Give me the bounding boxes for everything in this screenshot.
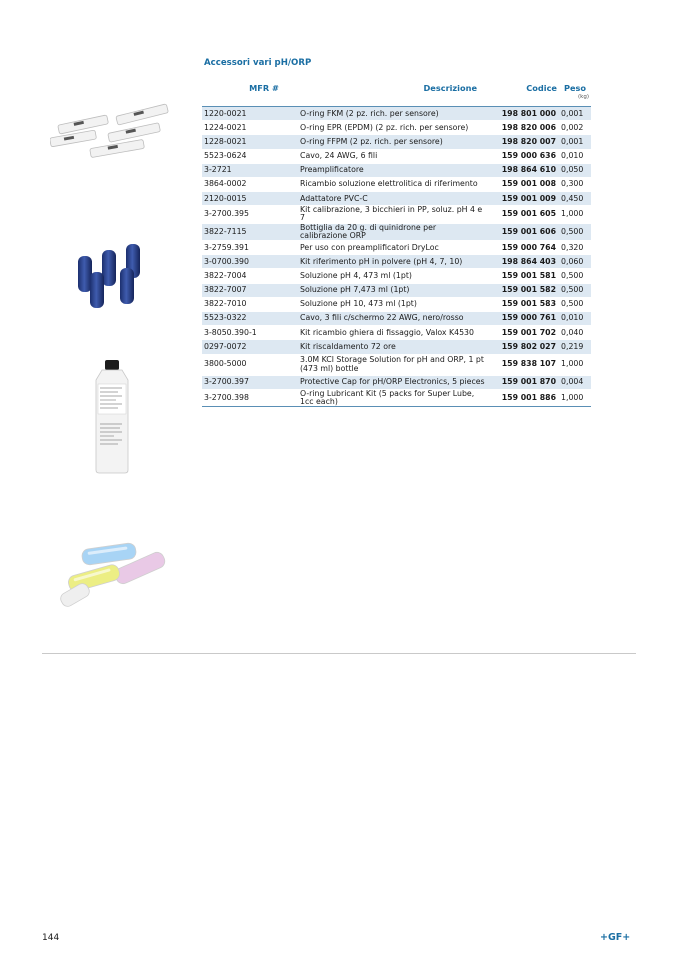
cell-weight: 1,000	[559, 206, 591, 223]
table-row	[202, 223, 591, 240]
table-row	[202, 326, 591, 340]
table-row	[202, 135, 591, 149]
cell-weight: 0,320	[559, 241, 591, 255]
cell-mfr: 1228-0021	[202, 135, 298, 149]
page-divider	[42, 653, 636, 654]
page-number: 144	[42, 933, 60, 943]
cell-description: Kit ricambio ghiera di fissaggio, Valox K4530	[298, 326, 487, 340]
table-row	[202, 354, 591, 375]
cell-code: 159 001 009	[487, 192, 559, 206]
cell-weight: 0,010	[559, 149, 591, 163]
table-row	[202, 107, 591, 121]
cell-weight: 0,001	[559, 135, 591, 149]
cell-weight: 0,500	[559, 283, 591, 297]
cell-weight: 0,004	[559, 375, 591, 389]
cell-code: 159 001 605	[487, 206, 559, 223]
cell-description: O-ring EPR (EPDM) (2 pz. rich. per sensore)	[298, 121, 487, 135]
table-row	[202, 297, 591, 311]
cell-code: 159 001 606	[487, 223, 559, 240]
cell-code: 159 000 761	[487, 311, 559, 325]
cell-description: Soluzione pH 10, 473 ml (1pt)	[298, 297, 487, 311]
header-code	[487, 84, 559, 107]
cell-weight: 0,002	[559, 121, 591, 135]
cell-mfr: 3864-0002	[202, 177, 298, 191]
header-description: Descrizione	[298, 84, 487, 107]
table-row	[202, 375, 591, 389]
table-row	[202, 121, 591, 135]
cell-description: Per uso con preamplificatori DryLoc	[298, 241, 487, 255]
cell-mfr: 0297-0072	[202, 340, 298, 354]
table-row	[202, 389, 591, 406]
cell-code: 159 001 870	[487, 375, 559, 389]
protective-caps-image	[72, 240, 152, 312]
cell-description: Adattatore PVC-C	[298, 192, 487, 206]
cell-code: 159 838 107	[487, 354, 559, 375]
cell-mfr: 3-2721	[202, 163, 298, 177]
cell-weight: 0,050	[559, 163, 591, 177]
cell-description: Kit calibrazione, 3 bicchieri in PP, soluz. pH 4 e 7	[298, 206, 487, 223]
cell-weight: 1,000	[559, 389, 591, 406]
cell-code: 198 820 007	[487, 135, 559, 149]
table-row	[202, 206, 591, 223]
cell-description: Soluzione pH 4, 473 ml (1pt)	[298, 269, 487, 283]
cell-mfr: 3822-7115	[202, 223, 298, 240]
table-header-row	[202, 84, 591, 107]
cell-mfr: 3822-7010	[202, 297, 298, 311]
cell-code: 159 000 764	[487, 241, 559, 255]
table-row	[202, 163, 591, 177]
cell-description: Bottiglia da 20 g. di quinidrone per calibrazione ORP	[298, 223, 487, 240]
table-row	[202, 255, 591, 269]
cell-code: 159 001 008	[487, 177, 559, 191]
cell-mfr: 5523-0322	[202, 311, 298, 325]
header-weight-label: Peso	[563, 83, 587, 93]
cell-weight: 0,219	[559, 340, 591, 354]
cell-weight: 0,500	[559, 223, 591, 240]
cell-weight: 0,450	[559, 192, 591, 206]
cell-description: O-ring FKM (2 pz. rich. per sensore)	[298, 107, 487, 121]
cell-code: 159 001 581	[487, 269, 559, 283]
table-row	[202, 192, 591, 206]
cell-mfr: 3-0700.390	[202, 255, 298, 269]
section-title: Accessori vari pH/ORP	[204, 58, 312, 68]
table-row	[202, 283, 591, 297]
cell-description: Preamplificatore	[298, 163, 487, 177]
cell-mfr: 3822-7007	[202, 283, 298, 297]
cell-mfr: 1224-0021	[202, 121, 298, 135]
cell-mfr: 3-2759.391	[202, 241, 298, 255]
header-mfr: MFR #	[202, 84, 298, 107]
cell-code: 198 864 610	[487, 163, 559, 177]
cell-code: 159 001 583	[487, 297, 559, 311]
table-row	[202, 177, 591, 191]
cell-code: 159 000 636	[487, 149, 559, 163]
header-code-label: Codice	[526, 83, 557, 93]
cell-description: O-ring FFPM (2 pz. rich. per sensore)	[298, 135, 487, 149]
cell-mfr: 3-2700.398	[202, 389, 298, 406]
cell-description: Kit riscaldamento 72 ore	[298, 340, 487, 354]
table-row	[202, 241, 591, 255]
cell-weight: 1,000	[559, 354, 591, 375]
oring-packets-image	[50, 98, 180, 160]
cell-code: 159 802 027	[487, 340, 559, 354]
cell-mfr: 3-8050.390-1	[202, 326, 298, 340]
cell-description: Kit riferimento pH in polvere (pH 4, 7, 10)	[298, 255, 487, 269]
lubricant-packs-image	[58, 540, 170, 612]
cell-description: Soluzione pH 7,473 ml (1pt)	[298, 283, 487, 297]
cell-code: 198 864 403	[487, 255, 559, 269]
cell-code: 198 801 000	[487, 107, 559, 121]
table-row	[202, 340, 591, 354]
cell-mfr: 2120-0015	[202, 192, 298, 206]
solution-bottle-image	[88, 358, 136, 474]
cell-mfr: 1220-0021	[202, 107, 298, 121]
cell-code: 159 001 582	[487, 283, 559, 297]
cell-weight: 0,060	[559, 255, 591, 269]
header-weight-unit: (kg)	[578, 93, 589, 100]
cell-weight: 0,040	[559, 326, 591, 340]
table-row	[202, 269, 591, 283]
cell-weight: 0,500	[559, 297, 591, 311]
cell-mfr: 3-2700.395	[202, 206, 298, 223]
cell-mfr: 3-2700.397	[202, 375, 298, 389]
cell-weight: 0,010	[559, 311, 591, 325]
cell-code: 159 001 886	[487, 389, 559, 406]
cell-description: O-ring Lubricant Kit (5 packs for Super Lube, 1cc each)	[298, 389, 487, 406]
cell-code: 159 001 702	[487, 326, 559, 340]
cell-description: 3.0M KCl Storage Solution for pH and ORP, 1 pt (473 ml) bottle	[298, 354, 487, 375]
cell-weight: 0,001	[559, 107, 591, 121]
cell-description: Ricambio soluzione elettrolitica di riferimento	[298, 177, 487, 191]
cell-weight: 0,300	[559, 177, 591, 191]
cell-code: 198 820 006	[487, 121, 559, 135]
cell-description: Protective Cap for pH/ORP Electronics, 5 pieces	[298, 375, 487, 389]
cell-weight: 0,500	[559, 269, 591, 283]
table-row	[202, 311, 591, 325]
header-weight	[559, 84, 591, 107]
cell-description: Cavo, 3 fili c/schermo 22 AWG, nero/rosso	[298, 311, 487, 325]
cell-description: Cavo, 24 AWG, 6 fili	[298, 149, 487, 163]
table-row	[202, 149, 591, 163]
gf-logo: +GF+	[600, 932, 631, 943]
cell-mfr: 3800-5000	[202, 354, 298, 375]
cell-mfr: 5523-0624	[202, 149, 298, 163]
accessories-table	[202, 84, 591, 407]
cell-mfr: 3822-7004	[202, 269, 298, 283]
